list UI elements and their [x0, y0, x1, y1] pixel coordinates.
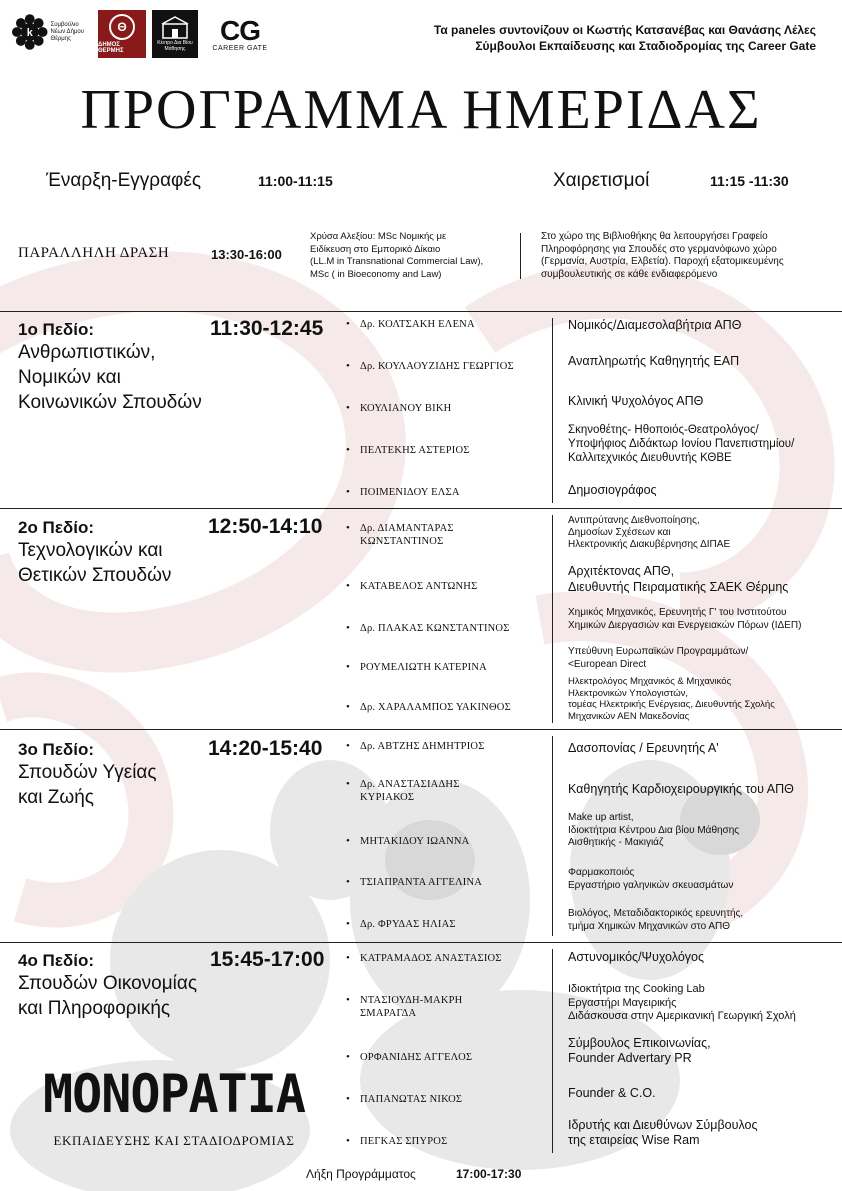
divider-2 — [0, 508, 842, 509]
divider-1 — [0, 311, 842, 312]
registration-label: Έναρξη-Εγγραφές — [46, 170, 202, 191]
divider-3 — [0, 729, 842, 730]
field-number: 4ο Πεδίο: — [18, 951, 94, 970]
parallel-divider — [520, 233, 521, 279]
speaker-name: • ΟΡΦΑΝΙΔΗΣ ΑΓΓΕΛΟΣ — [360, 1051, 472, 1064]
dimos-emblem-icon: Θ — [109, 14, 135, 40]
speaker-name: • ΤΣΙΑΠΡΑΝΤΑ ΑΓΓΕΛΙΝΑ — [360, 876, 482, 889]
parallel-label: ΠΑΡΑΛΛΗΛΗ ΔΡΑΣΗ — [18, 245, 170, 261]
closing-time: 17:00-17:30 — [456, 1167, 522, 1181]
speaker-role: Νομικός/Διαμεσολαβήτρια ΑΠΘ — [568, 318, 742, 332]
role-divider-1 — [552, 318, 553, 503]
cg-text: CAREER GATE — [212, 44, 268, 52]
speaker-name: • Δρ. ΚΟΥΛΑΟΥΖΙΔΗΣ ΓΕΩΡΓΙΟΣ — [360, 360, 514, 373]
speaker-role: Αντιπρύτανης Διεθνοποίησης, Δημοσίων Σχέσεων και Ηλεκτρονικής Διακυβέρνησης ΔΙΠΑΕ — [568, 515, 731, 550]
role-divider-4 — [552, 949, 553, 1153]
speaker-role: Σκηνοθέτης- Ηθοποιός-Θεατρολόγος/ Υποψήφιος Διδάκτωρ Ιονίου Πανεπιστημίου/ Καλλιτεχνικός Διευθυντής ΚΘΒΕ — [568, 424, 795, 464]
field-2-time: 12:50-14:10 — [208, 515, 323, 538]
speaker-name: • ΠΕΛΤΕΚΗΣ ΑΣΤΕΡΙΟΣ — [360, 444, 470, 457]
greetings-time: 11:15 -11:30 — [710, 173, 789, 189]
role-divider-2 — [552, 515, 553, 723]
speaker-name: • ΠΟΙΜΕΝΙΔΟΥ ΕΛΣΑ — [360, 486, 460, 499]
speaker-role: Φαρμακοποιός Εργαστήριο γαληνικών σκευασμάτων — [568, 867, 734, 891]
speaker-role: Βιολόγος, Μεταδιδακτορικός ερευνητής, τμήμα Χημικών Μηχανικών στο ΑΠΘ — [568, 908, 744, 932]
field-number: 1ο Πεδίο: — [18, 320, 94, 339]
speaker-name: • ΝΤΑΣΙΟΥΔΗ-ΜΑΚΡΗ ΣΜΑΡΑΓΔΑ — [360, 994, 462, 1020]
divider-4 — [0, 942, 842, 943]
parallel-time: 13:30-16:00 — [211, 247, 282, 262]
field-3-header: 3ο Πεδίο: Σπουδών Υγείας και Ζωής — [18, 740, 157, 808]
kentro-text: Κέντρο Δια Βίου Μάθησης — [157, 40, 193, 52]
speaker-role: Ιδρυτής και Διευθύνων Σύμβουλος της εταιρείας Wise Ram — [568, 1118, 758, 1147]
speaker-role: Σύμβουλος Επικοινωνίας, Founder Advertary PR — [568, 1036, 711, 1065]
speaker-name: • ΠΕΓΚΑΣ ΣΠΥΡΟΣ — [360, 1135, 447, 1148]
speaker-role: Αναπληρωτής Καθηγητής ΕΑΠ — [568, 354, 740, 368]
speaker-name: • Δρ. ΠΛΑΚΑΣ ΚΩΝΣΤΑΝΤΙΝΟΣ — [360, 622, 510, 635]
field-3-time: 14:20-15:40 — [208, 737, 323, 760]
speaker-role: Αστυνομικός/Ψυχολόγος — [568, 950, 705, 964]
speaker-role: Make up artist, Ιδιοκτήτρια Κέντρου Δια βίου Μάθησης Αισθητικής - Μακιγιάζ — [568, 812, 740, 848]
speaker-role: Υπεύθυνη Ευρωπαϊκών Προγραμμάτων/ <European Direct — [568, 646, 749, 670]
dimos-thermis-logo — [98, 10, 146, 58]
speaker-role: Ιδιοκτήτρια της Cooking Lab Εργαστήρι Μαγειρικής Διδάσκουσα στην Αμερικανική Γεωργική Σχολή — [568, 983, 796, 1022]
speaker-name: • Δρ. ΑΒΤΖΗΣ ΔΗΜΗΤΡΙΟΣ — [360, 740, 485, 753]
parallel-right-text: Στο χώρο της Βιβλιοθήκης θα λειτουργήσει Γραφείο Πληροφόρησης για Σπουδές στο γερμανόφωνο χώρο (Γερμανία, Αυστρία, Ελβετία). Παροχή εξατομικευμένης συμβουλευτικής σε κάθε ενδιαφερόμενο — [541, 231, 784, 280]
speaker-name: • ΚΟΥΛΙΑΝΟΥ ΒΙΚΗ — [360, 402, 451, 415]
greetings-label: Χαιρετισμοί — [553, 170, 650, 191]
speaker-name: • Δρ. ΑΝΑΣΤΑΣΙΑΔΗΣ ΚΥΡΙΑΚΟΣ — [360, 778, 460, 804]
parallel-left-text: Χρύσα Αλεξίου: MSc Νομικής με Ειδίκευση στο Εμπορικό Δίκαιο (LL.M in Transnational Commercial Law), MSc ( in Bioeconomy and Law) — [310, 231, 484, 280]
field-1-time: 11:30-12:45 — [210, 317, 324, 340]
speaker-role: Ηλεκτρολόγος Μηχανικός & Μηχανικός Ηλεκτρονικών Υπολογιστών, τομέας Ηλεκτρικής Ενέργειας, Διευθυντής Σχολής Μηχανικών ΑΕΝ Μακεδονίας — [568, 676, 775, 722]
speaker-name: • ΚΑΤΑΒΕΛΟΣ ΑΝΤΩΝΗΣ — [360, 580, 477, 593]
speaker-role: Χημικός Μηχανικός, Ερευνητής Γ' του Ινστιτούτου Χημικών Διεργασιών και Ενεργειακών Πόρων (ΙΔΕΠ) — [568, 607, 802, 631]
svg-text:k: k — [26, 26, 33, 39]
field-1-header: 1ο Πεδίο: Ανθρωπιστικών, Νομικών και Κοινωνικών Σπουδών — [18, 320, 202, 413]
speaker-role: Founder & C.O. — [568, 1086, 656, 1100]
registration-time: 11:00-11:15 — [258, 173, 333, 189]
monopatia-tagline: ΕΚΠΑΙΔΕΥΣΗΣ ΚΑΙ ΣΤΑΔΙΟΔΡΟΜΙΑΣ — [53, 1133, 295, 1148]
closing-label: Λήξη Προγράμματος — [306, 1167, 416, 1181]
role-divider-3 — [552, 736, 553, 936]
note-line-1: Τα paneles συντονίζουν οι Κωστής Κατσανέβας και Θανάσης Λέλες — [433, 23, 816, 37]
symvoulio-text: Συμβούλιο Νέων Δήμου Θέρμης — [50, 21, 84, 42]
speaker-name: • ΡΟΥΜΕΛΙΩΤΗ ΚΑΤΕΡΙΝΑ — [360, 661, 487, 674]
speaker-role: Δασοπονίας / Ερευνητής Α' — [568, 741, 719, 755]
page-title: ΠΡΟΓΡΑΜΜΑ ΗΜΕΡΙΔΑΣ — [80, 79, 762, 141]
speaker-role: Αρχιτέκτονας ΑΠΘ, Διευθυντής Πειραματικής ΣΑΕΚ Θέρμης — [568, 564, 789, 594]
dimos-text: ΔΗΜΟΣ ΘΕΡΜΗΣ — [98, 42, 124, 54]
coordinators-note — [434, 22, 816, 54]
speaker-name: • Δρ. ΚΟΛΤΣΑΚΗ ΕΛΕΝΑ — [360, 318, 475, 331]
cg-mark: CG — [220, 14, 260, 46]
speaker-name: • Δρ. ΔΙΑΜΑΝΤΑΡΑΣ ΚΩΝΣΤΑΝΤΙΝΟΣ — [360, 522, 454, 548]
symvoulio-logo — [12, 12, 92, 52]
career-gate-logo — [208, 12, 272, 56]
speaker-name: • ΚΑΤΡΑΜΑΔΟΣ ΑΝΑΣΤΑΣΙΟΣ — [360, 952, 502, 965]
speaker-name: • Δρ. ΧΑΡΑΛΑΜΠΟΣ ΥΑΚΙΝΘΟΣ — [360, 701, 511, 714]
note-line-2: Σύμβουλοι Εκπαίδευσης και Σταδιοδρομίας της Career Gate — [475, 39, 816, 53]
building-icon — [160, 16, 190, 40]
speaker-name: • ΜΗΤΑΚΙΔΟΥ ΙΩΑΝΝΑ — [360, 835, 469, 848]
flower-icon — [12, 14, 48, 50]
monopatia-wordmark: MONOPATIA — [43, 1063, 305, 1125]
kentro-logo — [152, 10, 198, 58]
field-number: 2ο Πεδίο: — [18, 518, 94, 537]
speaker-name: • Δρ. ΦΡΥΔΑΣ ΗΛΙΑΣ — [360, 918, 456, 931]
speaker-role: Κλινική Ψυχολόγος ΑΠΘ — [568, 394, 704, 408]
field-2-header: 2ο Πεδίο: Τεχνολογικών και Θετικών Σπουδών — [18, 518, 172, 586]
speaker-role: Καθηγητής Καρδιοχειρουργικής του ΑΠΘ — [568, 782, 794, 796]
speaker-name: • ΠΑΠΑΝΩΤΑΣ ΝΙΚΟΣ — [360, 1093, 462, 1106]
field-number: 3ο Πεδίο: — [18, 740, 94, 759]
speaker-role: Δημοσιογράφος — [568, 483, 657, 497]
field-4-time: 15:45-17:00 — [210, 948, 325, 971]
field-4-header: 4ο Πεδίο: Σπουδών Οικονομίας και Πληροφορικής — [18, 951, 198, 1019]
